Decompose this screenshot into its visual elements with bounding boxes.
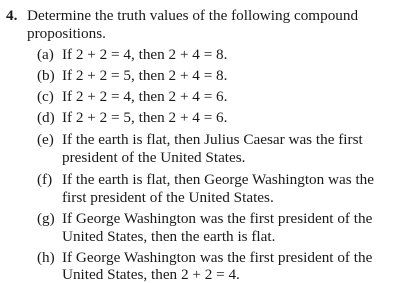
item-text-g-line-1: If George Washington was the first president of the: [62, 210, 373, 227]
item-text-f-line-1: If the earth is flat, then George Washington was the: [62, 171, 375, 188]
item-label-d: (d): [37, 109, 55, 126]
item-text-e-line-1: If the earth is flat, then Julius Caesar was the first: [62, 131, 363, 148]
item-text-h-line-2: United States, then 2 + 2 = 4.: [62, 266, 240, 283]
problem-prompt-line-2: propositions.: [27, 25, 106, 42]
item-label-c: (c): [37, 88, 54, 105]
item-text-f-line-2: first president of the United States.: [62, 189, 274, 206]
item-label-a: (a): [37, 46, 54, 63]
item-text-c: If 2 + 2 = 4, then 2 + 4 = 6.: [62, 88, 228, 105]
item-text-d: If 2 + 2 = 5, then 2 + 4 = 6.: [62, 109, 228, 126]
item-text-e-line-2: president of the United States.: [62, 149, 246, 166]
problem-number: 4.: [6, 7, 18, 24]
item-text-b: If 2 + 2 = 5, then 2 + 4 = 8.: [62, 67, 228, 84]
item-text-g-line-2: United States, then the earth is flat.: [62, 228, 276, 245]
item-label-b: (b): [37, 67, 55, 84]
item-label-f: (f): [37, 171, 53, 188]
item-text-h-line-1: If George Washington was the first president of the: [62, 249, 373, 266]
problem-prompt-line-1: Determine the truth values of the following compound: [27, 7, 359, 24]
item-text-a: If 2 + 2 = 4, then 2 + 4 = 8.: [62, 46, 228, 63]
item-label-e: (e): [37, 131, 54, 148]
item-label-g: (g): [37, 210, 55, 227]
item-label-h: (h): [37, 249, 55, 266]
